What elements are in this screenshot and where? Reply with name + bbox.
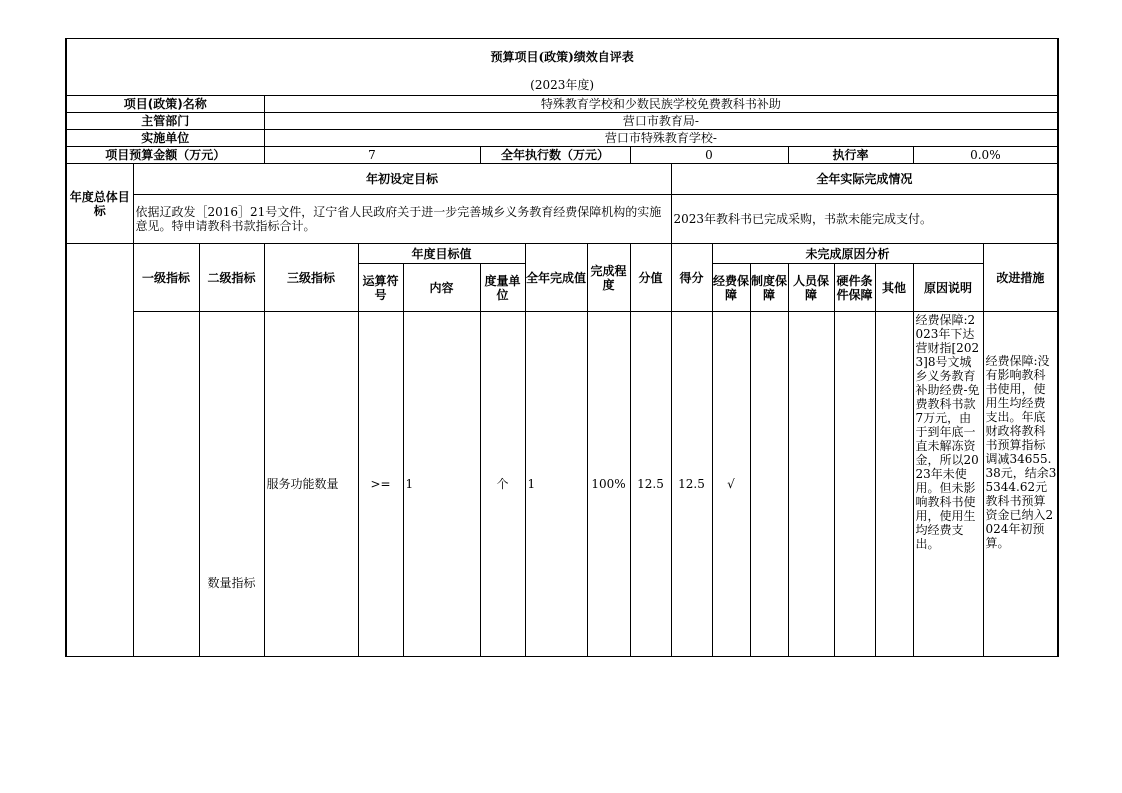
actual-completion-header: 全年实际完成情况 bbox=[671, 164, 1058, 195]
annual-goal-label: 年度总体目标 bbox=[66, 164, 133, 244]
row-improvement: 经费保障:没有影响教科书使用，使用生均经费支出。年底财政将教科书预算指标调减34655.38元，结余35344.62元教科书预算资金已纳入2024年初预算。 bbox=[983, 312, 1058, 657]
row-hardware bbox=[834, 312, 875, 657]
execution-value: 0 bbox=[630, 147, 788, 164]
row-level2: 数量指标 bbox=[199, 312, 264, 657]
row-score-value: 12.5 bbox=[630, 312, 671, 657]
col-score-value: 分值 bbox=[630, 244, 671, 312]
row-other bbox=[875, 312, 913, 657]
col-reason-group: 未完成原因分析 bbox=[712, 244, 983, 264]
col-content: 内容 bbox=[403, 264, 480, 312]
row-level1 bbox=[133, 312, 199, 657]
row-reason-desc: 经费保障:2023年下达营财指[2023]8号文城乡义务教育补助经费-免费教科书款7万元，由于到年底一直未解冻资金，所以2023年未使用。但未影响教科书使用，使用生均经费支出。 bbox=[913, 312, 983, 657]
row-operator: >= bbox=[358, 312, 403, 657]
col-personnel: 人员保障 bbox=[788, 264, 834, 312]
col-level3: 三级指标 bbox=[264, 244, 358, 312]
row-completion: 100% bbox=[587, 312, 630, 657]
col-completion: 完成程度 bbox=[587, 244, 630, 312]
initial-goal-header: 年初设定目标 bbox=[133, 164, 671, 195]
project-name-value: 特殊教育学校和少数民族学校免费教科书补助 bbox=[264, 96, 1058, 113]
department-label: 主管部门 bbox=[66, 113, 264, 130]
report-year: (2023年度) bbox=[66, 75, 1058, 96]
row-funding-check: √ bbox=[712, 312, 750, 657]
department-value: 营口市教育局- bbox=[264, 113, 1058, 130]
row-system bbox=[750, 312, 788, 657]
col-hardware: 硬件条件保障 bbox=[834, 264, 875, 312]
row-unit: 个 bbox=[480, 312, 525, 657]
row-score: 12.5 bbox=[671, 312, 712, 657]
col-improvement: 改进措施 bbox=[983, 244, 1058, 312]
indicator-side-cell bbox=[66, 244, 133, 657]
execution-rate-value: 0.0% bbox=[913, 147, 1058, 164]
execution-rate-label: 执行率 bbox=[788, 147, 913, 164]
row-content: 1 bbox=[403, 312, 480, 657]
evaluation-sheet bbox=[65, 38, 1057, 657]
budget-value: 7 bbox=[264, 147, 480, 164]
row-level3: 服务功能数量 bbox=[264, 312, 358, 657]
col-reason-desc: 原因说明 bbox=[913, 264, 983, 312]
col-funding: 经费保障 bbox=[712, 264, 750, 312]
col-operator: 运算符号 bbox=[358, 264, 403, 312]
row-actual-value: 1 bbox=[525, 312, 587, 657]
evaluation-table bbox=[65, 38, 1059, 657]
col-level1: 一级指标 bbox=[133, 244, 199, 312]
col-level2: 二级指标 bbox=[199, 244, 264, 312]
table-row bbox=[66, 312, 1058, 657]
col-score: 得分 bbox=[671, 244, 712, 312]
col-unit: 度量单位 bbox=[480, 264, 525, 312]
col-actual-value: 全年完成值 bbox=[525, 244, 587, 312]
initial-goal-text: 依据辽政发［2016］21号文件，辽宁省人民政府关于进一步完善城乡义务教育经费保障机构的实施意见。特申请教科书款指标合计。 bbox=[133, 195, 671, 244]
project-name-label: 项目(政策)名称 bbox=[66, 96, 264, 113]
unit-value: 营口市特殊教育学校- bbox=[264, 130, 1058, 147]
col-target-group: 年度目标值 bbox=[358, 244, 525, 264]
execution-label: 全年执行数（万元） bbox=[480, 147, 630, 164]
page-title: 预算项目(政策)绩效自评表 bbox=[66, 39, 1058, 75]
unit-label: 实施单位 bbox=[66, 130, 264, 147]
col-other: 其他 bbox=[875, 264, 913, 312]
budget-label: 项目预算金额（万元） bbox=[66, 147, 264, 164]
actual-completion-text: 2023年教科书已完成采购，书款未能完成支付。 bbox=[671, 195, 1058, 244]
row-personnel bbox=[788, 312, 834, 657]
col-system: 制度保障 bbox=[750, 264, 788, 312]
